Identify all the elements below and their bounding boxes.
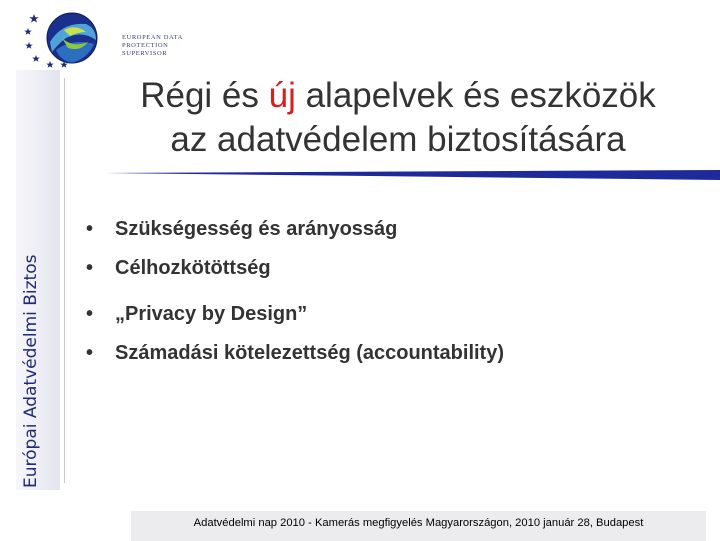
- title-underline: [105, 168, 720, 182]
- title-part1: Régi és: [140, 76, 269, 115]
- bullet-text: „Privacy by Design”: [115, 303, 308, 325]
- bullet-item: [86, 256, 504, 280]
- slide-title-line1: [78, 74, 718, 118]
- bullet-list: [86, 207, 504, 365]
- bullet-text: Célhozkötöttség: [115, 257, 271, 279]
- edps-logo-text: [122, 34, 202, 58]
- bullet-dot: •: [86, 303, 94, 325]
- sidebar-label: Európai Adatvédelmi Biztos: [21, 254, 41, 488]
- bullet-text: Szükségesség és arányosság: [115, 218, 398, 240]
- footer-bar: [131, 511, 706, 541]
- bullet-text: Számadási kötelezettség (accountability): [115, 342, 505, 364]
- bullet-dot: •: [86, 257, 94, 279]
- sidebar-divider: [64, 78, 65, 483]
- logo-org-line2: PROTECTION SUPERVISOR: [122, 42, 169, 57]
- title-highlight: új: [268, 76, 296, 115]
- edps-logo: [22, 8, 202, 70]
- footer-text: Adatvédelmi nap 2010 - Kamerás megfigyelés Magyarországon, 2010 január 28, Budapest: [193, 517, 644, 529]
- bullet-dot: •: [86, 218, 94, 240]
- edps-emblem-icon: [22, 8, 122, 70]
- logo-org-line1: EUROPEAN DATA: [122, 34, 183, 41]
- bullet-dot: •: [86, 342, 94, 364]
- slide-title: [78, 74, 718, 162]
- bullet-item: [86, 302, 504, 326]
- slide-title-line2: az adatvédelem biztosítására: [170, 120, 626, 159]
- title-part2: alapelvek és eszközök: [295, 76, 656, 115]
- bullet-item: [86, 341, 504, 365]
- bullet-item: [86, 217, 504, 241]
